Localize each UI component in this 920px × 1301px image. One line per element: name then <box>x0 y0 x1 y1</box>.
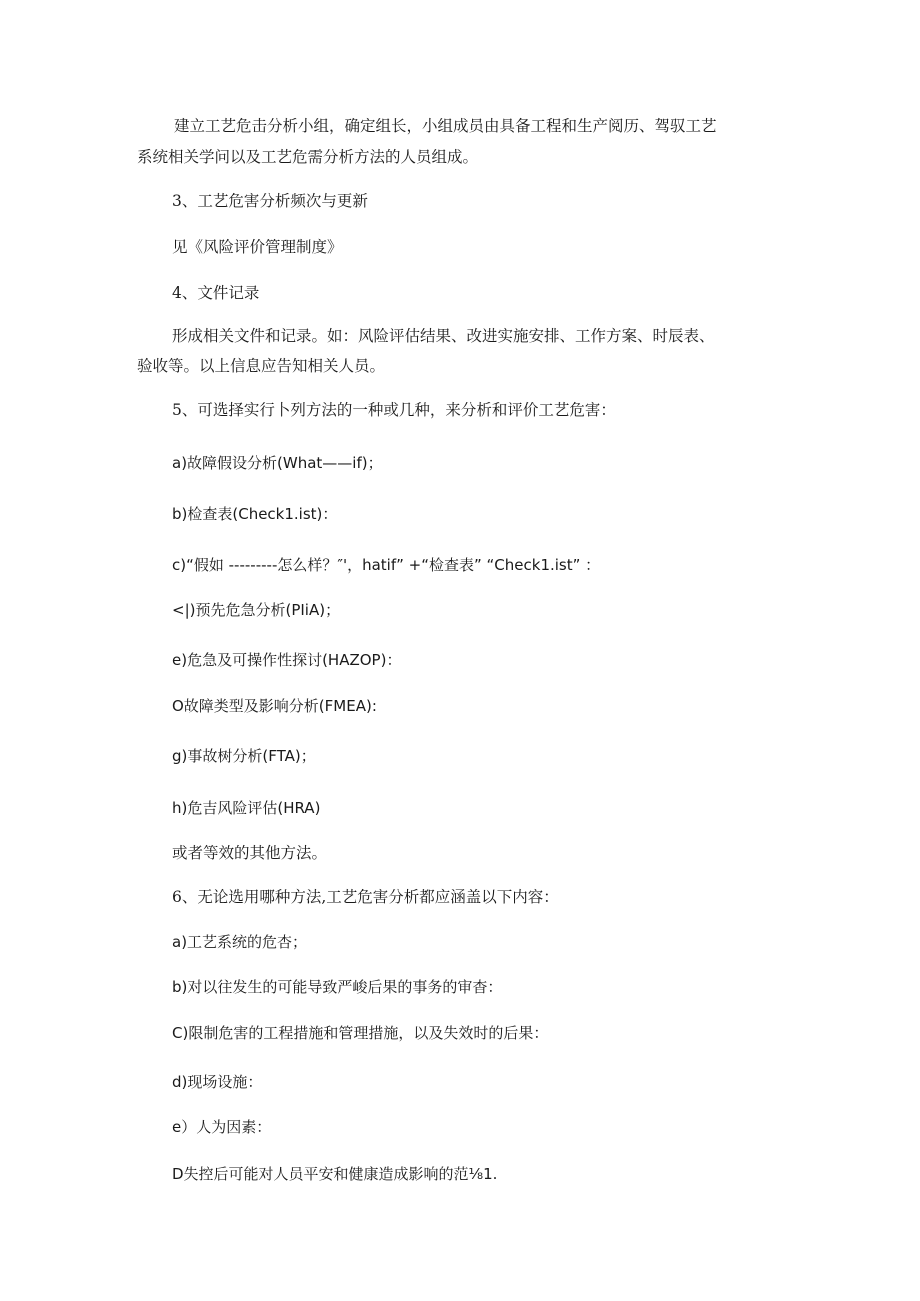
paragraph-line: 系统相关学问以及工艺危需分析方法的人员组成。 <box>137 148 479 166</box>
list-item: g)事故树分析(FTA)； <box>172 747 316 765</box>
list-item: d)现场设施： <box>172 1073 263 1091</box>
section-heading: 3、工艺危害分析频次与更新 <box>172 192 368 210</box>
list-item: e)危急及可操作性探讨(HAZOP)： <box>172 651 402 669</box>
section-heading: 6、无论选用哪种方法,工艺危害分析都应涵盖以下内容： <box>172 888 559 906</box>
section-heading: 4、文件记录 <box>172 284 260 302</box>
list-item: O故障类型及影响分析(FMEA): <box>172 697 377 715</box>
list-item: c)“假如 ---------怎么样？″'，hatif” +“检查表” “Check1.ist” ： <box>172 556 601 574</box>
paragraph-line: 验收等。以上信息应告知相关人员。 <box>137 357 386 375</box>
paragraph-line: 见《风险评价管理制度》 <box>172 238 343 256</box>
list-item: <|)预先危急分析(PIiA)； <box>172 601 341 619</box>
list-item: b)对以往发生的可能导致严峻后果的事务的审杳： <box>172 978 503 996</box>
list-item: b)检查表(Check1.ist)： <box>172 505 338 523</box>
paragraph-line: 形成相关文件和记录。如：风险评估结果、改进实施安排、工作方案、时辰表、 <box>172 327 715 345</box>
list-item: a)工艺系统的危杏； <box>172 933 308 951</box>
paragraph-line: 或者等效的其他方法。 <box>172 844 328 862</box>
list-item: D失控后可能对人员平安和健康造成影响的范⅛1. <box>172 1165 498 1183</box>
section-heading: 5、可选择实行卜列方法的一种或几种，来分析和评价工艺危害： <box>172 401 616 419</box>
paragraph-line: 建立工艺危击分析小组，确定组长，小组成员由具备工程和生产阅历、驾驭工艺 <box>174 117 717 135</box>
list-item: h)危吉风险评估(HRA) <box>172 799 321 817</box>
list-item: e）人为因素： <box>172 1118 272 1136</box>
list-item: a)故障假设分析(What——if)； <box>172 454 383 472</box>
list-item: C)限制危害的工程措施和管理措施，以及失效时的后果： <box>172 1024 549 1042</box>
